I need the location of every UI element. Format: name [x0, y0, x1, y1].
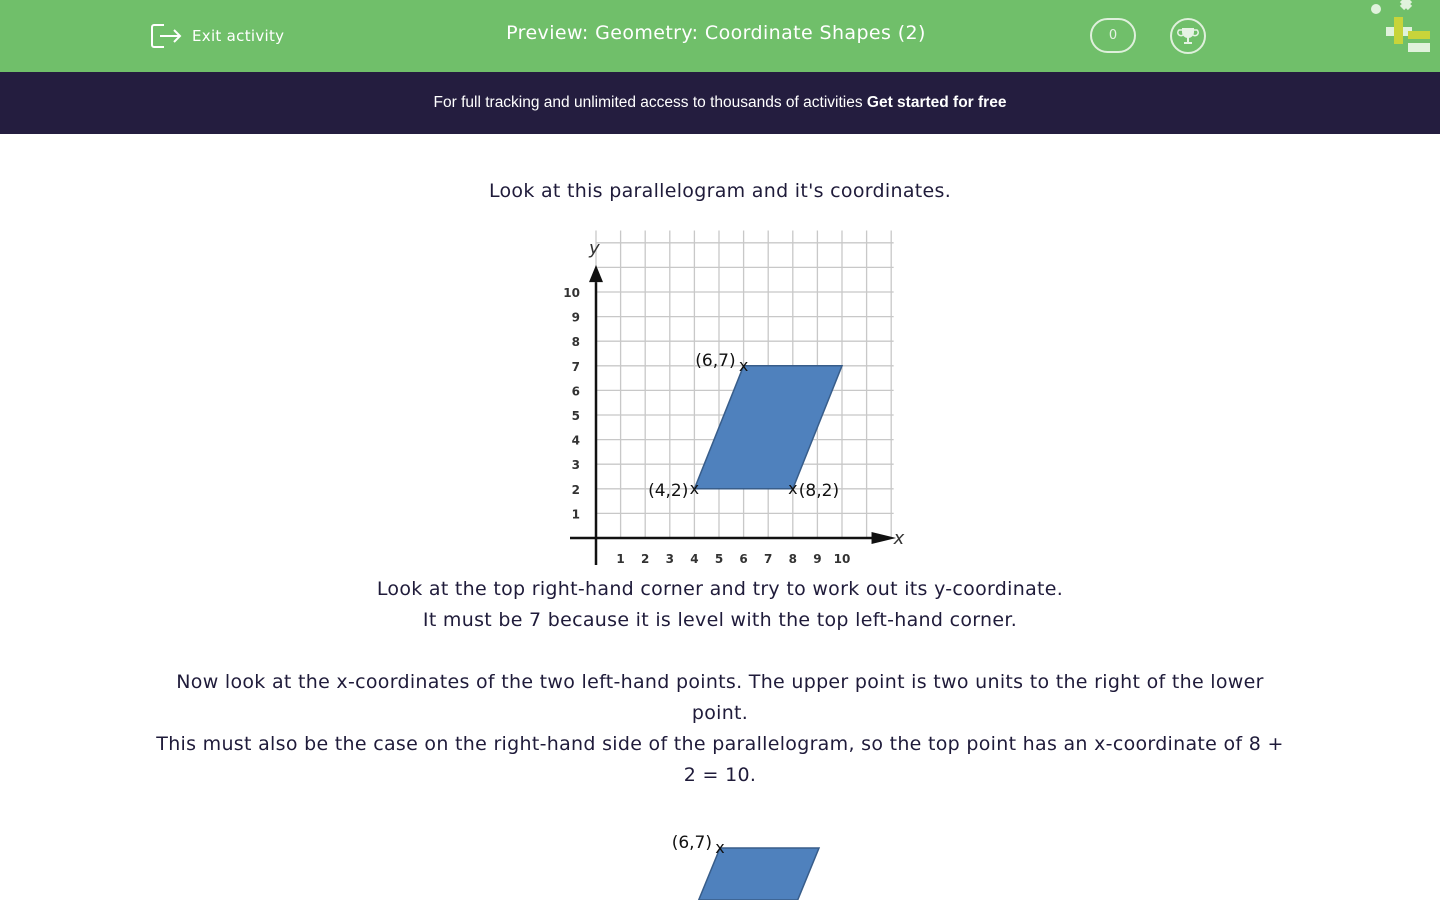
- page-title: Preview: Geometry: Coordinate Shapes (2): [506, 22, 926, 44]
- y-tick-label: 5: [571, 409, 580, 423]
- explanation-line: This must also be the case on the right-hand side of the parallelogram, so the top point has an x-coordinate of 8 + 2 = 10.: [156, 733, 1284, 786]
- x-tick-label: 6: [739, 552, 748, 566]
- parallelogram: [694, 366, 842, 489]
- parallelogram-partial: [600, 825, 860, 900]
- explanation-line: Now look at the x-coordinates of the two left-hand points. The upper point is two units to the right of the lower point.: [176, 671, 1264, 724]
- banner-text: For full tracking and unlimited access to thousands of activities: [433, 94, 867, 111]
- question-text: Look at this parallelogram and it's coordinates.: [488, 180, 952, 202]
- point-label: (6,7): [671, 833, 712, 853]
- explanation: [150, 574, 1290, 791]
- point-marker: x: [689, 478, 700, 498]
- x-tick-label: 5: [714, 552, 724, 566]
- y-tick-label: 10: [563, 286, 580, 300]
- signup-banner: [0, 72, 1440, 134]
- y-tick-label: 6: [571, 384, 580, 399]
- exit-label: Exit activity: [192, 27, 285, 45]
- x-tick-label: 10: [833, 552, 851, 566]
- y-tick-label: 8: [571, 335, 580, 350]
- y-tick-label: 4: [571, 433, 580, 448]
- x-axis-arrow: [872, 532, 897, 544]
- x-tick-label: 3: [665, 552, 674, 566]
- logo-icon: [1368, 0, 1440, 56]
- point-marker: x: [738, 355, 749, 375]
- y-axis-label: y: [589, 238, 600, 259]
- trophy-icon: [1177, 25, 1199, 47]
- point-marker: x: [788, 478, 798, 498]
- y-tick-label: 2: [571, 482, 580, 497]
- get-started-link[interactable]: Get started for free: [866, 94, 1007, 111]
- trophy-button[interactable]: [1170, 18, 1206, 54]
- x-tick-label: 4: [690, 552, 699, 566]
- point-label: (8,2): [798, 480, 840, 501]
- y-tick-label: 7: [571, 359, 580, 374]
- point-label: (4,2): [648, 480, 689, 501]
- top-bar: [0, 0, 1440, 72]
- x-tick-label: 8: [788, 552, 797, 566]
- y-tick-label: 3: [571, 458, 580, 473]
- explanation-line: It must be 7 because it is level with the top left-hand corner.: [422, 609, 1018, 631]
- coordinate-graph: [540, 230, 910, 575]
- x-tick-label: 2: [641, 552, 650, 566]
- x-tick-label: 7: [764, 552, 773, 566]
- point-label: (6,7): [695, 350, 736, 371]
- point-marker: x: [715, 838, 725, 857]
- x-axis-label: x: [893, 528, 905, 549]
- y-tick-label: 1: [571, 507, 580, 522]
- explanation-line: Look at the top right-hand corner and try to work out its y-coordinate.: [376, 578, 1064, 600]
- x-tick-label: 1: [616, 552, 625, 566]
- x-tick-label: 9: [813, 552, 822, 566]
- y-tick-label: 9: [571, 310, 580, 325]
- score-badge: 0: [1090, 18, 1136, 53]
